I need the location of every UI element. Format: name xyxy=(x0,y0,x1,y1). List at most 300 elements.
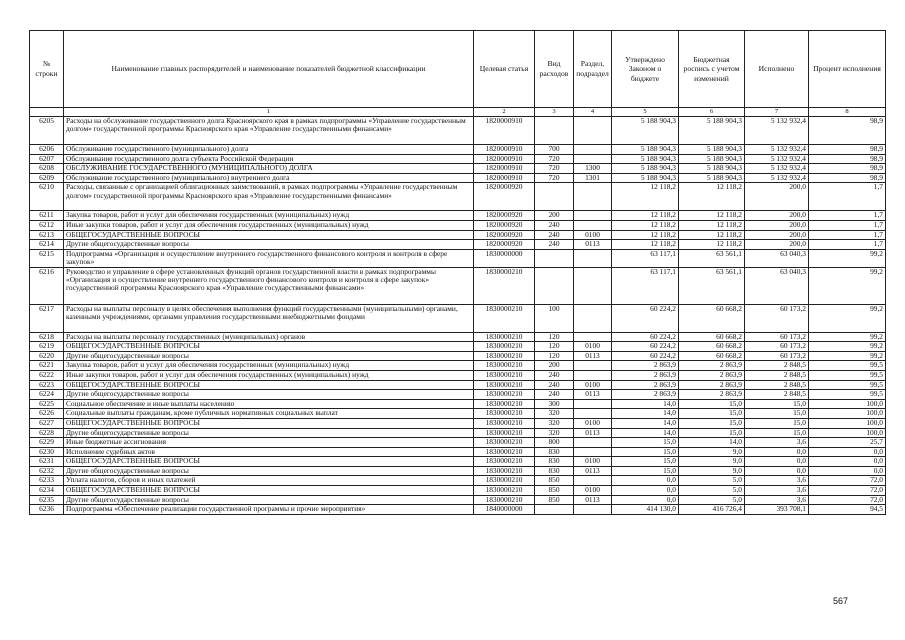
section-cell: 1301 xyxy=(574,173,612,183)
approved-cell: 60 224,2 xyxy=(612,342,679,352)
expense-type-cell xyxy=(535,183,574,211)
executed-cell: 393 708,1 xyxy=(745,505,809,515)
row-name-cell: Руководство и управление в сфере установленных функций органов государственной власти в рамках подпрограммы «Организация и осуществление внутреннего государственного финансового контроля и контроля в сфере закупок» государственной программы Красноярского края «Управление государственными финансами» xyxy=(64,267,474,304)
table-header xyxy=(30,31,886,117)
executed-cell: 200,0 xyxy=(745,230,809,240)
budget-table-sheet xyxy=(29,30,885,515)
executed-cell: 15,0 xyxy=(745,418,809,428)
budget-schedule-cell: 60 668,2 xyxy=(679,332,745,342)
row-number-cell: 6234 xyxy=(30,486,64,496)
target-article-cell: 1820000910 xyxy=(474,117,535,145)
approved-cell: 2 863,9 xyxy=(612,390,679,400)
approved-cell: 0,0 xyxy=(612,476,679,486)
executed-cell: 60 173,2 xyxy=(745,304,809,332)
table-row xyxy=(30,164,886,174)
row-name-cell: ОБЩЕГОСУДАРСТВЕННЫЕ ВОПРОСЫ xyxy=(64,486,474,496)
section-cell: 0113 xyxy=(574,428,612,438)
percent-cell: 99,5 xyxy=(809,370,886,380)
expense-type-cell: 120 xyxy=(535,342,574,352)
target-article-cell: 1820000910 xyxy=(474,145,535,155)
column-number: 2 xyxy=(474,108,535,117)
section-cell xyxy=(574,399,612,409)
percent-cell: 98,9 xyxy=(809,173,886,183)
row-name-cell: Обслуживание государственного долга субъекта Российской Федерации xyxy=(64,154,474,164)
budget-schedule-cell: 63 561,1 xyxy=(679,267,745,304)
row-number-cell: 6236 xyxy=(30,505,64,515)
row-number-cell: 6210 xyxy=(30,183,64,211)
target-article-cell: 1830000000 xyxy=(474,249,535,267)
row-name-cell: Обслуживание государственного (муниципального) внутреннего долга xyxy=(64,173,474,183)
section-cell xyxy=(574,438,612,448)
section-cell: 0113 xyxy=(574,240,612,250)
section-cell xyxy=(574,370,612,380)
row-number-cell: 6229 xyxy=(30,438,64,448)
table-row xyxy=(30,154,886,164)
target-article-cell: 1830000210 xyxy=(474,390,535,400)
header-section: Раздел, подраздел xyxy=(574,31,612,108)
percent-cell: 1,7 xyxy=(809,183,886,211)
approved-cell: 5 188 904,3 xyxy=(612,145,679,155)
section-cell xyxy=(574,332,612,342)
expense-type-cell: 240 xyxy=(535,390,574,400)
section-cell xyxy=(574,154,612,164)
table-row xyxy=(30,342,886,352)
row-number-cell: 6215 xyxy=(30,249,64,267)
section-cell: 0100 xyxy=(574,457,612,467)
budget-schedule-cell: 5,0 xyxy=(679,476,745,486)
percent-cell: 98,9 xyxy=(809,154,886,164)
column-number: 3 xyxy=(535,108,574,117)
table-row xyxy=(30,505,886,515)
approved-cell: 414 130,0 xyxy=(612,505,679,515)
percent-cell: 99,2 xyxy=(809,267,886,304)
budget-schedule-cell: 2 863,9 xyxy=(679,361,745,371)
section-cell: 0113 xyxy=(574,495,612,505)
table-row xyxy=(30,438,886,448)
section-cell xyxy=(574,267,612,304)
row-number-cell: 6208 xyxy=(30,164,64,174)
header-approved: Утверждено Законом о бюджете xyxy=(612,31,679,108)
header-executed: Исполнено xyxy=(745,31,809,108)
expense-type-cell: 320 xyxy=(535,428,574,438)
budget-schedule-cell: 5 188 904,3 xyxy=(679,164,745,174)
expense-type-cell: 320 xyxy=(535,409,574,419)
column-number: 5 xyxy=(612,108,679,117)
executed-cell: 15,0 xyxy=(745,399,809,409)
budget-schedule-cell: 5 188 904,3 xyxy=(679,117,745,145)
expense-type-cell: 700 xyxy=(535,145,574,155)
table-row xyxy=(30,409,886,419)
executed-cell: 200,0 xyxy=(745,183,809,211)
approved-cell: 14,0 xyxy=(612,428,679,438)
executed-cell: 15,0 xyxy=(745,428,809,438)
budget-schedule-cell: 5 188 904,3 xyxy=(679,154,745,164)
budget-schedule-cell: 14,0 xyxy=(679,438,745,448)
expense-type-cell: 200 xyxy=(535,211,574,221)
target-article-cell: 1830000210 xyxy=(474,370,535,380)
row-number-cell: 6235 xyxy=(30,495,64,505)
row-name-cell: Социальное обеспечение и иные выплаты населению xyxy=(64,399,474,409)
executed-cell: 0,0 xyxy=(745,457,809,467)
row-number-cell: 6233 xyxy=(30,476,64,486)
row-name-cell: Иные закупки товаров, работ и услуг для обеспечения государственных (муниципальных) нужд xyxy=(64,220,474,230)
row-number-cell: 6216 xyxy=(30,267,64,304)
header-expense-type: Вид расходов xyxy=(535,31,574,108)
row-number-cell: 6220 xyxy=(30,351,64,361)
approved-cell: 2 863,9 xyxy=(612,380,679,390)
budget-schedule-cell: 2 863,9 xyxy=(679,390,745,400)
section-cell xyxy=(574,447,612,457)
row-name-cell: Обслуживание государственного (муниципального) долга xyxy=(64,145,474,155)
executed-cell: 60 173,2 xyxy=(745,332,809,342)
budget-schedule-cell: 12 118,2 xyxy=(679,220,745,230)
table-row xyxy=(30,447,886,457)
percent-cell: 100,0 xyxy=(809,409,886,419)
section-cell xyxy=(574,117,612,145)
percent-cell: 1,7 xyxy=(809,230,886,240)
executed-cell: 200,0 xyxy=(745,240,809,250)
target-article-cell: 1830000210 xyxy=(474,495,535,505)
row-name-cell: Другие общегосударственные вопросы xyxy=(64,495,474,505)
approved-cell: 5 188 904,3 xyxy=(612,117,679,145)
target-article-cell: 1830000210 xyxy=(474,476,535,486)
table-row xyxy=(30,361,886,371)
approved-cell: 2 863,9 xyxy=(612,370,679,380)
section-cell xyxy=(574,304,612,332)
row-name-cell: Иные закупки товаров, работ и услуг для обеспечения государственных (муниципальных) нужд xyxy=(64,370,474,380)
table-row xyxy=(30,211,886,221)
column-number: 4 xyxy=(574,108,612,117)
table-row xyxy=(30,332,886,342)
header-name: Наименование главных распорядителей и наименование показателей бюджетной классификации xyxy=(64,31,474,108)
section-cell: 0100 xyxy=(574,230,612,240)
executed-cell: 2 848,5 xyxy=(745,380,809,390)
percent-cell: 99,2 xyxy=(809,304,886,332)
row-number-cell: 6231 xyxy=(30,457,64,467)
row-number-cell: 6222 xyxy=(30,370,64,380)
percent-cell: 99,5 xyxy=(809,390,886,400)
approved-cell: 12 118,2 xyxy=(612,220,679,230)
budget-schedule-cell: 9,0 xyxy=(679,466,745,476)
table-row xyxy=(30,476,886,486)
expense-type-cell: 120 xyxy=(535,332,574,342)
approved-cell: 5 188 904,3 xyxy=(612,154,679,164)
executed-cell: 5 132 932,4 xyxy=(745,154,809,164)
target-article-cell: 1820000920 xyxy=(474,240,535,250)
approved-cell: 63 117,1 xyxy=(612,267,679,304)
expense-type-cell: 120 xyxy=(535,351,574,361)
executed-cell: 3,6 xyxy=(745,438,809,448)
header-row-number: № строки xyxy=(30,31,64,108)
row-number-cell: 6209 xyxy=(30,173,64,183)
approved-cell: 12 118,2 xyxy=(612,240,679,250)
percent-cell: 100,0 xyxy=(809,399,886,409)
budget-schedule-cell: 9,0 xyxy=(679,447,745,457)
table-row xyxy=(30,249,886,267)
table-row xyxy=(30,220,886,230)
percent-cell: 99,5 xyxy=(809,361,886,371)
budget-schedule-cell: 12 118,2 xyxy=(679,211,745,221)
table-row xyxy=(30,267,886,304)
target-article-cell: 1830000210 xyxy=(474,267,535,304)
table-row xyxy=(30,304,886,332)
table-row xyxy=(30,240,886,250)
expense-type-cell: 830 xyxy=(535,447,574,457)
table-row xyxy=(30,466,886,476)
table-row xyxy=(30,495,886,505)
percent-cell: 1,7 xyxy=(809,240,886,250)
row-name-cell: Расходы, связанные с организацией облигационных заимствований, в рамках подпрограммы «Управление государственным долгом» государственной программы Красноярского края «Управление государственными финансами» xyxy=(64,183,474,211)
budget-schedule-cell: 15,0 xyxy=(679,428,745,438)
section-cell: 0100 xyxy=(574,380,612,390)
table-row xyxy=(30,399,886,409)
row-name-cell: Социальные выплаты гражданам, кроме публичных нормативных социальных выплат xyxy=(64,409,474,419)
row-name-cell: Подпрограмма «Обеспечение реализации государственной программы и прочие мероприятия» xyxy=(64,505,474,515)
expense-type-cell xyxy=(535,267,574,304)
header-budget-schedule: Бюджетная роспись с учетом изменений xyxy=(679,31,745,108)
approved-cell: 63 117,1 xyxy=(612,249,679,267)
expense-type-cell: 720 xyxy=(535,173,574,183)
page-number: 567 xyxy=(833,596,849,606)
percent-cell: 100,0 xyxy=(809,418,886,428)
percent-cell: 99,2 xyxy=(809,342,886,352)
percent-cell: 72,0 xyxy=(809,495,886,505)
executed-cell: 0,0 xyxy=(745,466,809,476)
target-article-cell: 1830000210 xyxy=(474,418,535,428)
percent-cell: 25,7 xyxy=(809,438,886,448)
table-row xyxy=(30,370,886,380)
table-row xyxy=(30,230,886,240)
budget-schedule-cell: 60 668,2 xyxy=(679,342,745,352)
budget-schedule-cell: 5 188 904,3 xyxy=(679,145,745,155)
row-number-cell: 6213 xyxy=(30,230,64,240)
expense-type-cell: 320 xyxy=(535,418,574,428)
expense-type-cell: 240 xyxy=(535,370,574,380)
row-number-cell: 6226 xyxy=(30,409,64,419)
executed-cell: 0,0 xyxy=(745,447,809,457)
section-cell: 1300 xyxy=(574,164,612,174)
row-name-cell: ОБЩЕГОСУДАРСТВЕННЫЕ ВОПРОСЫ xyxy=(64,418,474,428)
section-cell xyxy=(574,145,612,155)
section-cell: 0113 xyxy=(574,390,612,400)
approved-cell: 60 224,2 xyxy=(612,332,679,342)
budget-schedule-cell: 15,0 xyxy=(679,418,745,428)
row-name-cell: ОБЩЕГОСУДАРСТВЕННЫЕ ВОПРОСЫ xyxy=(64,230,474,240)
expense-type-cell: 720 xyxy=(535,164,574,174)
expense-type-cell xyxy=(535,505,574,515)
approved-cell: 5 188 904,3 xyxy=(612,173,679,183)
column-number: 1 xyxy=(64,108,474,117)
expense-type-cell: 800 xyxy=(535,438,574,448)
target-article-cell: 1830000210 xyxy=(474,304,535,332)
target-article-cell: 1830000210 xyxy=(474,361,535,371)
budget-schedule-cell: 2 863,9 xyxy=(679,370,745,380)
budget-schedule-cell: 2 863,9 xyxy=(679,380,745,390)
approved-cell: 15,0 xyxy=(612,447,679,457)
row-number-cell: 6227 xyxy=(30,418,64,428)
percent-cell: 1,7 xyxy=(809,211,886,221)
row-name-cell: ОБЩЕГОСУДАРСТВЕННЫЕ ВОПРОСЫ xyxy=(64,457,474,467)
target-article-cell: 1830000210 xyxy=(474,351,535,361)
percent-cell: 98,9 xyxy=(809,117,886,145)
section-cell xyxy=(574,505,612,515)
row-number-cell: 6230 xyxy=(30,447,64,457)
approved-cell: 15,0 xyxy=(612,438,679,448)
target-article-cell: 1830000210 xyxy=(474,447,535,457)
row-name-cell: Другие общегосударственные вопросы xyxy=(64,428,474,438)
row-number-cell: 6219 xyxy=(30,342,64,352)
target-article-cell: 1830000210 xyxy=(474,399,535,409)
approved-cell: 12 118,2 xyxy=(612,183,679,211)
budget-schedule-cell: 5 188 904,3 xyxy=(679,173,745,183)
column-number xyxy=(30,108,64,117)
section-cell xyxy=(574,249,612,267)
approved-cell: 5 188 904,3 xyxy=(612,164,679,174)
executed-cell: 15,0 xyxy=(745,409,809,419)
table-row xyxy=(30,380,886,390)
budget-schedule-cell: 15,0 xyxy=(679,409,745,419)
approved-cell: 0,0 xyxy=(612,495,679,505)
section-cell: 0100 xyxy=(574,486,612,496)
section-cell xyxy=(574,361,612,371)
approved-cell: 12 118,2 xyxy=(612,230,679,240)
percent-cell: 98,9 xyxy=(809,145,886,155)
row-name-cell: Закупка товаров, работ и услуг для обеспечения государственных (муниципальных) нужд xyxy=(64,211,474,221)
percent-cell: 99,2 xyxy=(809,249,886,267)
percent-cell: 94,5 xyxy=(809,505,886,515)
row-name-cell: Расходы на выплаты персоналу в целях обеспечения выполнения функций государственными (муниципальными) органами, казенными учреждениями, органами управления государственными внебюджетными фондами xyxy=(64,304,474,332)
expense-type-cell: 240 xyxy=(535,240,574,250)
table-row xyxy=(30,145,886,155)
header-row xyxy=(30,31,886,108)
expense-type-cell: 850 xyxy=(535,495,574,505)
row-name-cell: ОБЩЕГОСУДАРСТВЕННЫЕ ВОПРОСЫ xyxy=(64,380,474,390)
expense-type-cell: 100 xyxy=(535,304,574,332)
section-cell: 0113 xyxy=(574,466,612,476)
approved-cell: 0,0 xyxy=(612,486,679,496)
table-row xyxy=(30,183,886,211)
budget-schedule-cell: 60 668,2 xyxy=(679,351,745,361)
executed-cell: 5 132 932,4 xyxy=(745,145,809,155)
approved-cell: 15,0 xyxy=(612,466,679,476)
row-number-cell: 6211 xyxy=(30,211,64,221)
percent-cell: 99,2 xyxy=(809,351,886,361)
row-number-cell: 6205 xyxy=(30,117,64,145)
expense-type-cell: 240 xyxy=(535,220,574,230)
executed-cell: 2 848,5 xyxy=(745,361,809,371)
table-row xyxy=(30,457,886,467)
target-article-cell: 1820000910 xyxy=(474,173,535,183)
target-article-cell: 1830000210 xyxy=(474,466,535,476)
budget-schedule-cell: 15,0 xyxy=(679,399,745,409)
budget-table xyxy=(29,30,886,515)
row-number-cell: 6214 xyxy=(30,240,64,250)
budget-schedule-cell: 5,0 xyxy=(679,486,745,496)
budget-schedule-cell: 9,0 xyxy=(679,457,745,467)
expense-type-cell xyxy=(535,249,574,267)
row-name-cell: ОБЩЕГОСУДАРСТВЕННЫЕ ВОПРОСЫ xyxy=(64,342,474,352)
row-name-cell: Расходы на обслуживание государственного долга Красноярского края в рамках подпрограммы «Управление государственным долгом» государственной программы Красноярского края «Управление государственными финансами» xyxy=(64,117,474,145)
executed-cell: 5 132 932,4 xyxy=(745,173,809,183)
table-row xyxy=(30,428,886,438)
budget-schedule-cell: 12 118,2 xyxy=(679,230,745,240)
percent-cell: 0,0 xyxy=(809,466,886,476)
approved-cell: 14,0 xyxy=(612,409,679,419)
section-cell xyxy=(574,183,612,211)
row-name-cell: Уплата налогов, сборов и иных платежей xyxy=(64,476,474,486)
row-number-cell: 6218 xyxy=(30,332,64,342)
row-name-cell: Подпрограмма «Организация и осуществление внутреннего государственного финансового контроля и контроля в сфере закупок» xyxy=(64,249,474,267)
expense-type-cell: 720 xyxy=(535,154,574,164)
target-article-cell: 1820000920 xyxy=(474,183,535,211)
table-row xyxy=(30,486,886,496)
executed-cell: 200,0 xyxy=(745,211,809,221)
budget-schedule-cell: 416 726,4 xyxy=(679,505,745,515)
row-number-cell: 6217 xyxy=(30,304,64,332)
percent-cell: 98,9 xyxy=(809,164,886,174)
column-number: 7 xyxy=(745,108,809,117)
expense-type-cell: 850 xyxy=(535,486,574,496)
row-number-cell: 6221 xyxy=(30,361,64,371)
percent-cell: 72,0 xyxy=(809,486,886,496)
row-number-cell: 6228 xyxy=(30,428,64,438)
table-row xyxy=(30,418,886,428)
expense-type-cell: 300 xyxy=(535,399,574,409)
budget-schedule-cell: 60 668,2 xyxy=(679,304,745,332)
column-number: 8 xyxy=(809,108,886,117)
executed-cell: 63 040,3 xyxy=(745,267,809,304)
target-article-cell: 1820000910 xyxy=(474,164,535,174)
expense-type-cell: 240 xyxy=(535,230,574,240)
section-cell xyxy=(574,211,612,221)
expense-type-cell xyxy=(535,117,574,145)
expense-type-cell: 830 xyxy=(535,466,574,476)
row-number-cell: 6212 xyxy=(30,220,64,230)
row-number-cell: 6223 xyxy=(30,380,64,390)
target-article-cell: 1830000210 xyxy=(474,457,535,467)
section-cell: 0100 xyxy=(574,418,612,428)
section-cell xyxy=(574,220,612,230)
budget-schedule-cell: 63 561,1 xyxy=(679,249,745,267)
target-article-cell: 1830000210 xyxy=(474,342,535,352)
executed-cell: 2 848,5 xyxy=(745,390,809,400)
percent-cell: 99,5 xyxy=(809,380,886,390)
expense-type-cell: 200 xyxy=(535,361,574,371)
target-article-cell: 1830000210 xyxy=(474,428,535,438)
target-article-cell: 1820000920 xyxy=(474,220,535,230)
section-cell xyxy=(574,476,612,486)
row-name-cell: Другие общегосударственные вопросы xyxy=(64,390,474,400)
approved-cell: 15,0 xyxy=(612,457,679,467)
executed-cell: 60 173,2 xyxy=(745,351,809,361)
approved-cell: 60 224,2 xyxy=(612,351,679,361)
executed-cell: 3,6 xyxy=(745,476,809,486)
executed-cell: 60 173,2 xyxy=(745,342,809,352)
row-name-cell: Закупка товаров, работ и услуг для обеспечения государственных (муниципальных) нужд xyxy=(64,361,474,371)
target-article-cell: 1830000210 xyxy=(474,332,535,342)
row-name-cell: Другие общегосударственные вопросы xyxy=(64,351,474,361)
budget-schedule-cell: 5,0 xyxy=(679,495,745,505)
row-name-cell: Другие общегосударственные вопросы xyxy=(64,240,474,250)
target-article-cell: 1820000920 xyxy=(474,230,535,240)
executed-cell: 63 040,3 xyxy=(745,249,809,267)
section-cell: 0113 xyxy=(574,351,612,361)
approved-cell: 14,0 xyxy=(612,418,679,428)
approved-cell: 12 118,2 xyxy=(612,211,679,221)
target-article-cell: 1840000000 xyxy=(474,505,535,515)
executed-cell: 3,6 xyxy=(745,495,809,505)
expense-type-cell: 850 xyxy=(535,476,574,486)
